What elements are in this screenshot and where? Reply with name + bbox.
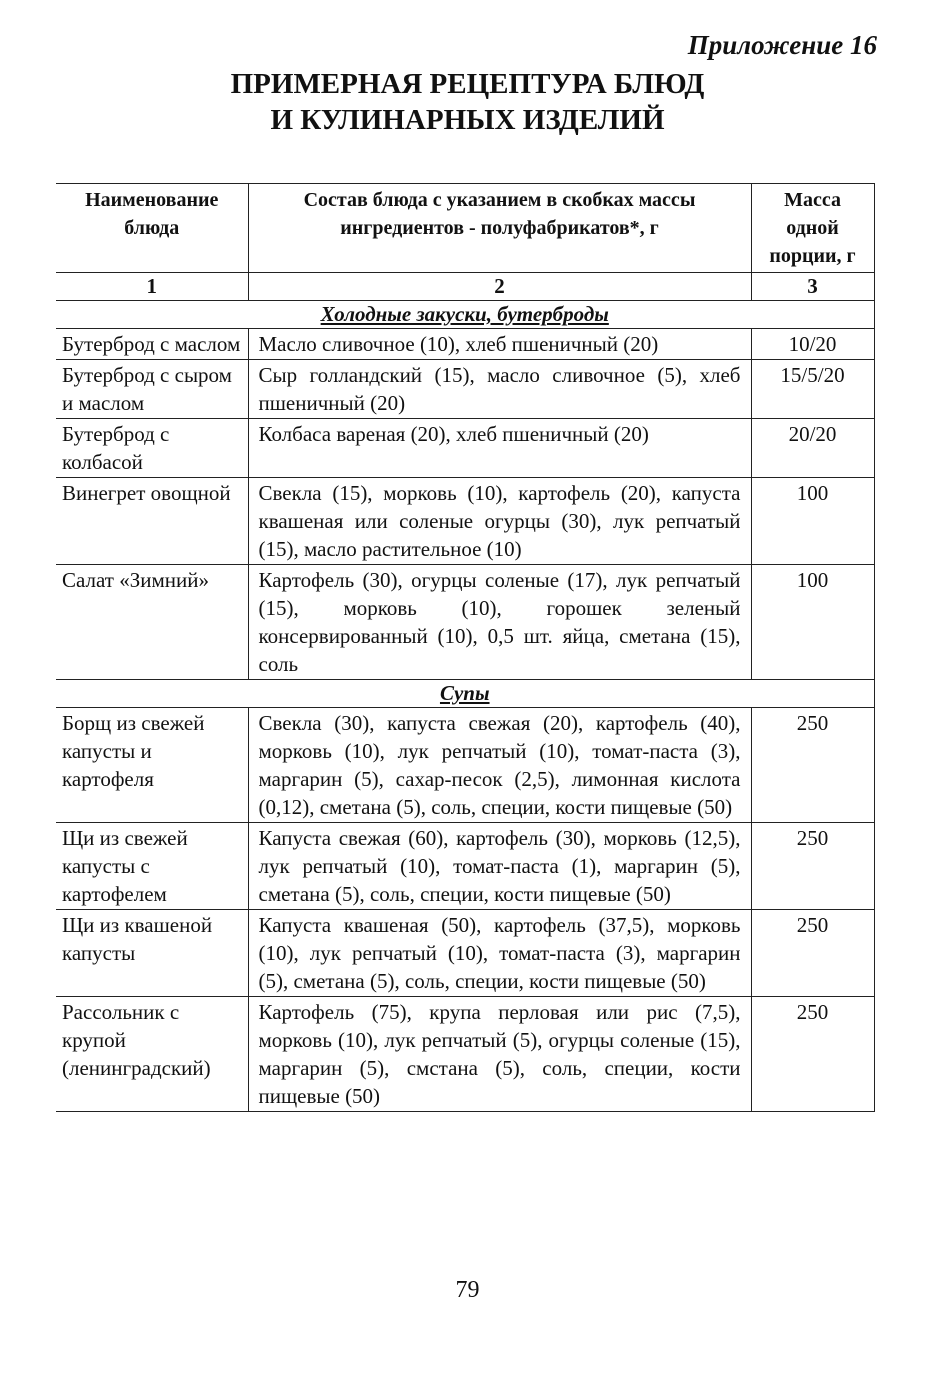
appendix-label: Приложение 16 [687, 30, 877, 60]
dish-composition: Капуста квашеная (50), картофель (37,5), морковь (10), лук репчатый (10), томат-паста (3), маргарин (5), сметана (5), соль, специи, кости пищевые (50) [248, 910, 751, 997]
dish-composition: Колбаса вареная (20), хлеб пшеничный (20) [248, 419, 751, 478]
recipes-table [56, 183, 875, 1112]
section-title: Супы [56, 680, 874, 708]
portion-mass: 15/5/20 [751, 360, 874, 419]
header-composition: Состав блюда с указанием в скобках массы ингредиентов - полуфабрикатов*, г [248, 184, 751, 273]
section-row [56, 301, 874, 329]
title-line-2: И КУЛИНАРНЫХ ИЗДЕЛИЙ [270, 104, 665, 136]
dish-composition: Свекла (15), морковь (10), картофель (20), капуста квашеная или соленые огурцы (30), лук репчатый (15), масло растительное (10) [248, 478, 751, 565]
section-title: Холодные закуски, бутерброды [56, 301, 874, 329]
column-number-row [56, 273, 874, 301]
dish-composition: Сыр голландский (15), масло сливочное (5), хлеб пшеничный (20) [248, 360, 751, 419]
dish-composition: Масло сливочное (10), хлеб пшеничный (20) [248, 329, 751, 360]
dish-name: Бутерброд с маслом [56, 329, 248, 360]
title-line-1: ПРИМЕРНАЯ РЕЦЕПТУРА БЛЮД [230, 68, 705, 100]
portion-mass: 250 [751, 823, 874, 910]
portion-mass: 100 [751, 565, 874, 680]
portion-mass: 250 [751, 910, 874, 997]
dish-name: Винегрет овощной [56, 478, 248, 565]
table-row [56, 478, 874, 565]
portion-mass: 10/20 [751, 329, 874, 360]
dish-composition: Капуста свежая (60), картофель (30), морковь (12,5), лук репчатый (10), томат-паста (1), маргарин (5), сметана (5), соль, специи, кости пищевые (50) [248, 823, 751, 910]
dish-composition: Картофель (75), крупа перловая или рис (7,5), морковь (10), лук репчатый (5), огурцы соленые (15), маргарин (5), смстана (5), соль, специи, кости пищевые (50) [248, 997, 751, 1112]
table-row [56, 910, 874, 997]
dish-composition: Свекла (30), капуста свежая (20), картофель (40), морковь (10), лук репчатый (10), томат-паста (3), маргарин (5), сахар-песок (2,5), лимонная кислота (0,12), сметана (5), соль, специи, кости пищевые (50) [248, 708, 751, 823]
column-number: 2 [248, 273, 751, 301]
dish-name: Салат «Зимний» [56, 565, 248, 680]
column-number: 3 [751, 273, 874, 301]
dish-name: Рассольник с крупой (ленинградский) [56, 997, 248, 1112]
portion-mass: 250 [751, 997, 874, 1112]
portion-mass: 250 [751, 708, 874, 823]
dish-name: Щи из квашеной капусты [56, 910, 248, 997]
header-portion-mass: Масса одной порции, г [751, 184, 874, 273]
section-row [56, 680, 874, 708]
table-row [56, 565, 874, 680]
page-title [0, 66, 935, 138]
dish-name: Щи из свежей капусты с картофелем [56, 823, 248, 910]
header-dish-name: Наименование блюда [56, 184, 248, 273]
page-number: 79 [455, 1277, 480, 1303]
dish-name: Бутерброд с сыром и маслом [56, 360, 248, 419]
portion-mass: 100 [751, 478, 874, 565]
table-row [56, 997, 874, 1112]
column-number: 1 [56, 273, 248, 301]
header-row [56, 184, 874, 273]
portion-mass: 20/20 [751, 419, 874, 478]
table-row [56, 708, 874, 823]
table-row [56, 419, 874, 478]
dish-name: Борщ из свежей капусты и картофеля [56, 708, 248, 823]
table-row [56, 823, 874, 910]
dish-composition: Картофель (30), огурцы соленые (17), лук репчатый (15), морковь (10), горошек зеленый консервированный (10), 0,5 шт. яйца, сметана (15), соль [248, 565, 751, 680]
dish-name: Бутерброд с колбасой [56, 419, 248, 478]
table-row [56, 329, 874, 360]
table-row [56, 360, 874, 419]
